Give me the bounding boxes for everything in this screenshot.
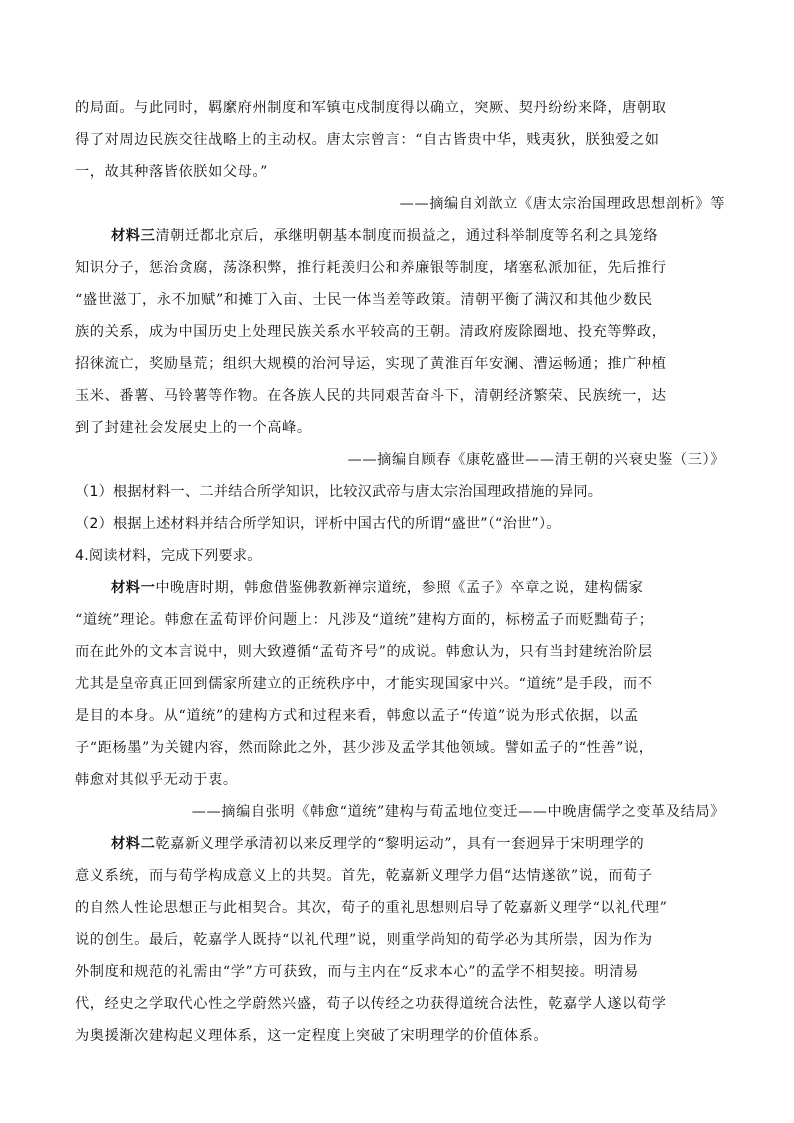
text-line: 尤其是皇帝真正回到儒家所建立的正统秩序中，才能实现国家中兴。“道统”是手段，而不 [75,676,653,692]
questions [75,476,725,572]
text-line: 到了封建社会发展史上的一个高峰。 [75,420,312,436]
text-line: 中晚唐时期，韩愈借鉴佛教新禅宗道统，参照《孟子》卒章之说，建构儒家 [155,580,644,596]
text-line: 子“距杨墨”为关键内容，然而除此之外，甚少涉及孟学其他领域。譬如孟子的“性善”说， [75,740,654,756]
text-line: 意义系统，而与荀学构成意义上的共契。首先，乾嘉新义理学力倡“达情遂欲”说，而荀子 [75,868,653,884]
text-line: 而在此外的文本言说中，则大致遵循“孟荀齐号”的成说。韩愈认为，只有当封建统治阶层 [75,644,653,660]
text-line: “道统”理论。韩愈在孟荀评价问题上：凡涉及“道统”建构方面的，标榜孟子而贬黜荀子； [75,612,654,628]
material-label: 材料三 [111,228,156,244]
source-citation: ——摘编自顾春《康乾盛世——清王朝的兴衰史鉴（三）》 [347,452,725,468]
material-label: 材料一 [111,580,156,596]
material-two [75,828,725,1052]
text-line: 的局面。与此同时，羁縻府州制度和军镇屯戍制度得以确立，突厥、契丹纷纷来降，唐朝取 [75,100,667,116]
material-label: 材料二 [111,836,156,852]
text-line: 说的创生。最后，乾嘉学人既持“以礼代理”说，则重学尚知的荀学必为其所崇，因为作为 [75,932,653,948]
block1 [75,92,725,220]
text-line: 是目的本身。从“道统”的建构方式和过程来看，韩愈以孟子“传道”说为形式依据，以孟 [75,708,639,724]
text-line: 为奥援渐次建构起义理体系，这一定程度上突破了宋明理学的价值体系。 [75,1028,549,1044]
text-line: 玉米、番薯、马铃薯等作物。在各族人民的共同艰苦奋斗下，清朝经济繁荣、民族统一，达 [75,388,667,404]
text-line: 一，故其种落皆依朕如父母。” [75,164,268,180]
text-line: 招徕流亡，奖励垦荒；组织大规模的治河导运，实现了黄淮百年安澜、漕运畅通；推广种植 [75,356,667,372]
text-line: 清朝迁都北京后，承继明朝基本制度而损益之，通过科举制度等名利之具笼络 [155,228,659,244]
material-three [75,220,725,476]
text-line: 代，经史之学取代心性之学蔚然兴盛，荀子以传经之功获得道统合法性，乾嘉学人遂以荀学 [75,996,667,1012]
text-line: 外制度和规范的礼需由“学”方可获致，而与主内在“反求本心”的孟学不相契接。明清易 [75,964,639,980]
text-line: 的自然人性论思想正与此相契合。其次，荀子的重礼思想则启导了乾嘉新义理学“以礼代理” [75,900,668,916]
material-one [75,572,725,828]
text-line: “盛世滋丁，永不加赋”和摊丁入亩、士民一体当差等政策。清朝平衡了满汉和其他少数民 [75,292,653,308]
text-line: 韩愈对其似乎无动于衷。 [75,772,238,788]
document-page [75,92,725,1052]
question-item: （2）根据上述材料并结合所学知识，评析中国古代的所谓“盛世”（“治世”）。 [75,516,561,532]
source-citation: ——摘编自刘歆立《唐太宗治国理政思想剖析》等 [399,196,725,212]
text-line: 族的关系，成为中国历史上处理民族关系水平较高的王朝。清政府废除圈地、投充等弊政， [75,324,667,340]
question-title: 4.阅读材料，完成下列要求。 [75,548,262,564]
text-line: 知识分子，惩治贪腐，荡涤积弊，推行耗羡归公和养廉银等制度，堵塞私派加征，先后推行 [75,260,667,276]
text-line: 乾嘉新义理学承清初以来反理学的“黎明运动”，具有一套迥异于宋明理学的 [155,836,645,852]
text-line: 得了对周边民族交往战略上的主动权。唐太宗曾言：“自古皆贵中华，贱夷狄，朕独爱之如 [75,132,660,148]
source-citation: ——摘编自张明《韩愈“道统”建构与荀孟地位变迁——中晚唐儒学之变革及结局》 [191,804,725,820]
question-item: （1）根据材料一、二并结合所学知识，比较汉武帝与唐太宗治国理政措施的异同。 [75,484,603,500]
